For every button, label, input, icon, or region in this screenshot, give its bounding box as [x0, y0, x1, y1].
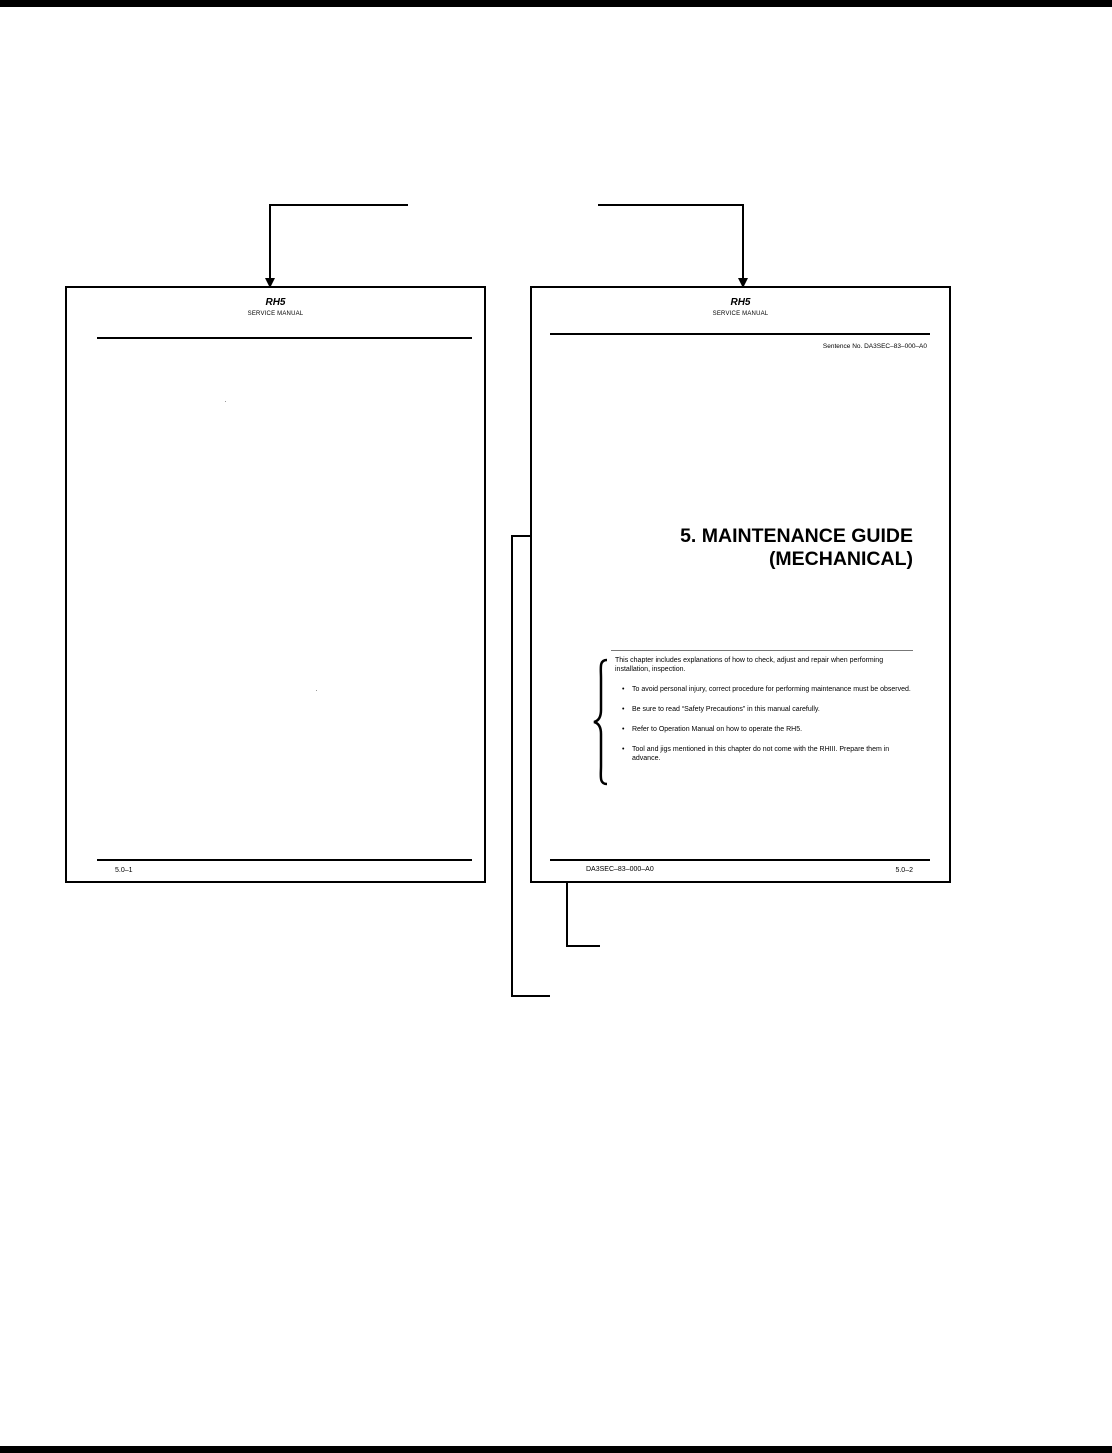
brace-icon	[592, 658, 610, 786]
intro-divider	[611, 650, 913, 651]
bottom-rule	[0, 1446, 1112, 1453]
header-callout-right	[598, 205, 743, 286]
intro-text-block	[615, 656, 915, 774]
manual-subtitle: SERVICE MANUAL	[712, 311, 769, 317]
manual-subtitle: SERVICE MANUAL	[247, 311, 304, 317]
document-code: DA3SEC–83–000–A0	[586, 866, 654, 873]
list-item: • Refer to Operation Manual on how to operate the RH5.	[622, 726, 803, 733]
page-number: 5.0–1	[115, 867, 133, 874]
scan-speck	[225, 401, 226, 402]
intro-paragraph: This chapter includes explanations of how to check, adjust and repair when performing installation, inspection.	[615, 657, 884, 673]
manual-page-left	[65, 286, 486, 883]
footer-divider	[550, 859, 930, 861]
manual-page-right	[530, 286, 951, 883]
list-item: • To avoid personal injury, correct procedure for performing maintenance must be observed.	[622, 686, 911, 693]
header-callout-left	[270, 205, 408, 286]
scan-speck	[316, 690, 317, 691]
chapter-title-line-2: (MECHANICAL)	[768, 548, 913, 570]
model-name: RH5	[265, 297, 286, 308]
footer-divider	[97, 859, 472, 861]
model-name: RH5	[730, 297, 751, 308]
header-divider	[550, 333, 930, 335]
header-divider	[97, 337, 472, 339]
chapter-title-line-1: 5. MAINTENANCE GUIDE	[680, 525, 913, 547]
list-item: • Be sure to read “Safety Precautions” in this manual carefully.	[622, 706, 820, 713]
page-number: 5.0–2	[895, 867, 913, 874]
list-item: • Tool and jigs mentioned in this chapter do not come with the RHIII. Prepare them in advance.	[622, 746, 890, 762]
sentence-number: Sentence No. DA3SEC–83–000–A0	[822, 343, 927, 350]
chapter-title	[680, 525, 913, 571]
